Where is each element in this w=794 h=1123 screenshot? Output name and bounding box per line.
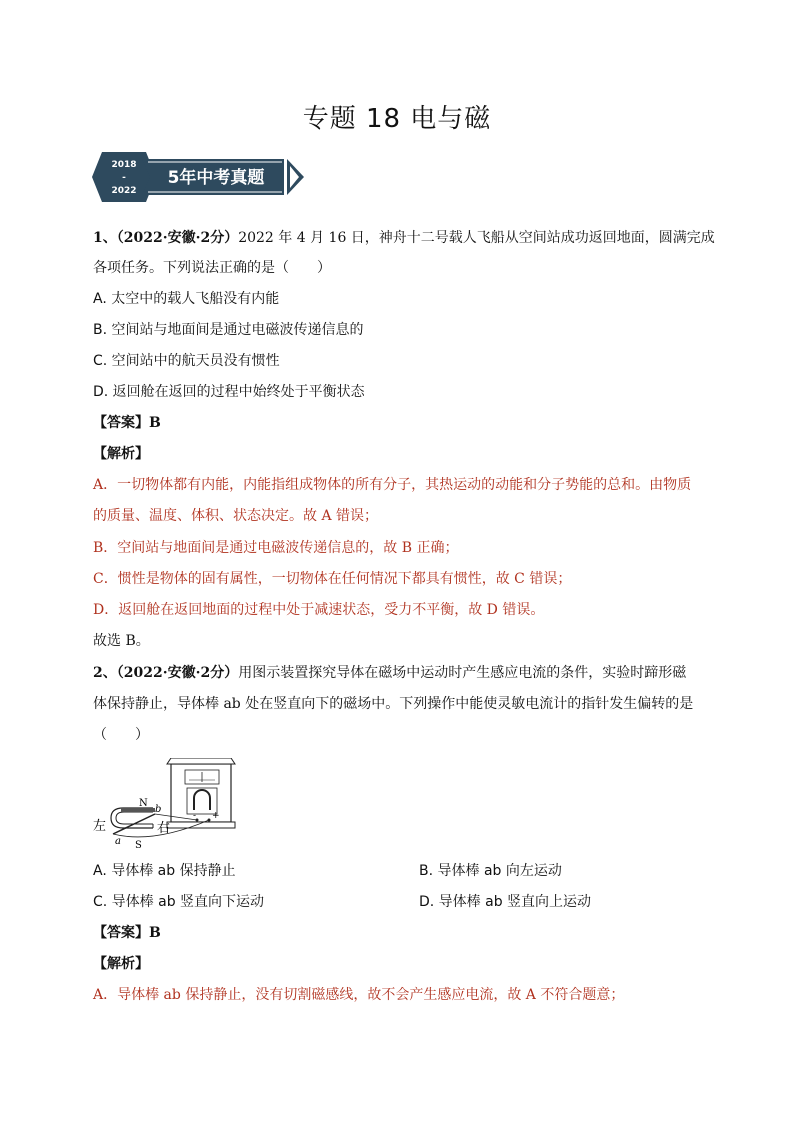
question-2-option-b: B. 导体棒 ab 向左运动: [419, 863, 562, 879]
question-2-stem-line3: （ ）: [93, 727, 149, 743]
question-1-analysis-line4: C．惯性是物体的固有属性，一切物体在任何情况下都具有惯性，故 C 错误；: [93, 571, 572, 587]
question-1-analysis-label: 【解析】: [93, 446, 149, 462]
question-2-option-c: C. 导体棒 ab 竖直向下运动: [93, 894, 265, 910]
question-1-analysis-line5: D．返回舱在返回地面的过程中处于减速状态，受力不平衡，故 D 错误。: [93, 602, 545, 618]
question-1-tag: 1、（2022·安徽·2分）: [93, 230, 239, 246]
experiment-figure: [93, 758, 243, 848]
banner-years-top: 2018: [111, 160, 137, 170]
question-1-answer: 【答案】B: [93, 415, 161, 431]
question-2-stem-line1: [93, 664, 686, 682]
question-1-option-d: D. 返回舱在返回的过程中始终处于平衡状态: [93, 384, 365, 400]
banner-label: 5年中考真题: [167, 168, 265, 188]
label-minus: -: [193, 811, 197, 821]
question-1-analysis-line1: A．一切物体都有内能，内能指组成物体的所有分子，其热运动的动能和分子势能的总和。由物质: [93, 477, 692, 493]
question-2-analysis-label: 【解析】: [93, 956, 149, 972]
question-1-option-b: B. 空间站与地面间是通过电磁波传递信息的: [93, 322, 364, 338]
question-2-option-a: A. 导体棒 ab 保持静止: [93, 863, 236, 879]
question-1-conclusion: 故选 B。: [93, 633, 150, 649]
question-2-text: 用图示装置探究导体在磁场中运动时产生感应电流的条件，实验时蹄形磁: [238, 665, 687, 681]
question-1-option-a: A. 太空中的载人飞船没有内能: [93, 291, 280, 307]
banner-years-bottom: 2022: [111, 186, 137, 196]
question-2-tag: 2、（2022·安徽·2分）: [93, 665, 239, 681]
label-n: N: [139, 798, 148, 809]
label-b: b: [155, 804, 162, 815]
label-a: a: [115, 836, 121, 847]
section-banner: [92, 152, 304, 202]
question-1-stem-line2: 各项任务。下列说法正确的是（ ）: [93, 260, 331, 276]
question-1-stem-line1: [93, 229, 715, 247]
question-2-stem-line2: 体保持静止，导体棒 ab 处在竖直向下的磁场中。下列操作中能使灵敏电流计的指针发生偏转的是: [93, 696, 694, 712]
question-1-text: 2022 年 4 月 16 日，神舟十二号载人飞船从空间站成功返回地面，圆满完成: [238, 230, 715, 246]
question-2-analysis-line1: A．导体棒 ab 保持静止，没有切割磁感线，故不会产生感应电流，故 A 不符合题意；: [93, 987, 625, 1003]
label-right: 右: [157, 821, 171, 836]
question-1-option-c: C. 空间站中的航天员没有惯性: [93, 353, 280, 369]
banner-graphic: [92, 152, 304, 202]
page-title: 专题 18 电与磁: [302, 104, 492, 134]
question-2-option-d: D. 导体棒 ab 竖直向上运动: [419, 894, 592, 910]
label-s: S: [135, 840, 142, 848]
question-2-answer: 【答案】B: [93, 925, 161, 941]
banner-years-mid: -: [122, 173, 126, 183]
question-1-analysis-line3: B．空间站与地面间是通过电磁波传递信息的，故 B 正确；: [93, 540, 459, 556]
label-left: 左: [93, 819, 107, 834]
label-plus: +: [212, 811, 220, 821]
question-1-analysis-line2: 的质量、温度、体积、状态决定。故 A 错误；: [93, 508, 379, 524]
